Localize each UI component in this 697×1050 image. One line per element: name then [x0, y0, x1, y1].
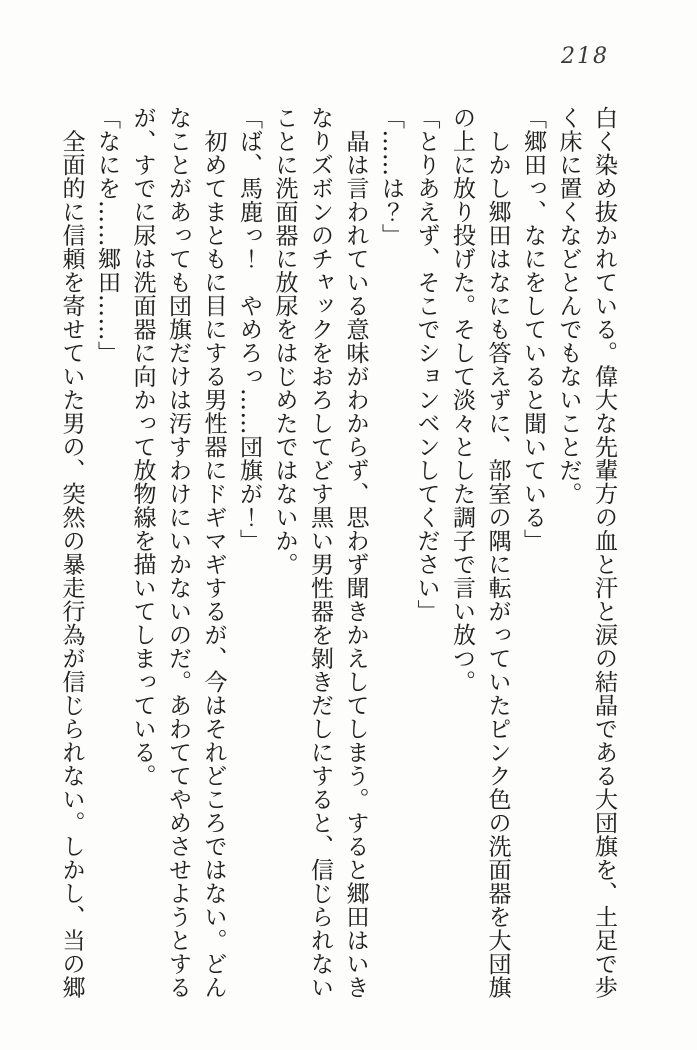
text-line: 「とりあえず、そこでションベンしてください」	[413, 106, 440, 623]
text-line: 「ば、馬鹿っ！ やめろっ……団旗が！」	[236, 106, 262, 553]
text-block	[53, 106, 621, 1008]
page-number: 218	[561, 44, 609, 69]
text-line: 白く染め抜かれている。偉大な先輩方の血と汗と涙の結晶である大団旗を、土足で歩	[591, 106, 617, 999]
text-line: の上に放り投げた。そして淡々とした調子で言い放つ。	[449, 106, 475, 694]
text-line: しかし郷田はなにも答えずに、部室の隅に転がっていたピンク色の洗面器を大団旗	[484, 106, 511, 999]
text-line: ことに洗面器に放尿をはじめたではないか。	[271, 106, 298, 576]
text-line: 「郷田っ、なにをしていると聞いている」	[520, 106, 546, 553]
text-line: なことがあっても団旗だけは汚すわけにいかないのだ。あわててやめさせようとする	[165, 106, 191, 999]
text-line: 全面的に信頼を寄せていた男の、突然の暴走行為が信じられない。しかし、当の郷	[58, 106, 85, 999]
text-line: 晶は言われている意味がわからず、思わず聞きかえしてしまう。すると郷田はいき	[342, 106, 369, 999]
text-line: なりズボンのチャックをおろしてどす黒い男性器を剝きだしにすると、信じられない	[307, 106, 333, 999]
text-line: 「なにを……郷田……」	[94, 106, 120, 365]
text-line: が、すでに尿は洗面器に向かって放物線を描いてしまっている。	[129, 106, 156, 788]
text-line: 「……は？」	[378, 106, 404, 247]
text-line: く床に置くなどとんでもないことだ。	[555, 106, 582, 506]
text-line: 初めてまともに目にする男性器にドギマギするが、今はそれどころではない。どん	[200, 106, 227, 999]
